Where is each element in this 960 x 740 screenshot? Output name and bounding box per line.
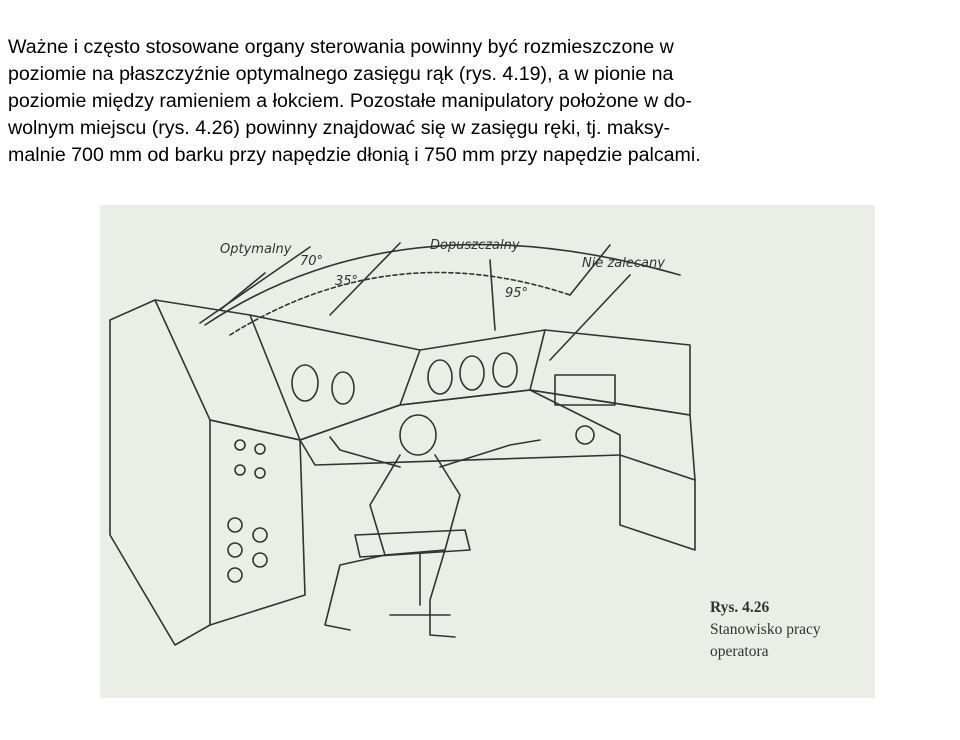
paragraph-line-1: Ważne i często stosowane organy sterowania powinny być rozmieszczone w [8,36,674,58]
caption-number: Rys. 4.26 [710,599,770,616]
operator-workstation-figure [100,205,875,698]
figure-caption [710,597,870,663]
label-nie-zalecany: Nie zalecany [582,256,665,271]
paragraph-line-4: wolnym miejscu (rys. 4.26) powinny znajdować się w zasięgu ręki, tj. maksy- [8,117,671,139]
body-paragraph [8,34,958,169]
label-angle-35: 35° [335,274,359,289]
label-angle-95: 95° [505,286,529,301]
label-angle-70: 70° [300,254,324,269]
label-optymalny: Optymalny [220,242,292,257]
paragraph-line-3: poziomie między ramieniem a łokciem. Pozostałe manipulatory położone w do- [8,90,692,112]
paragraph-line-2: poziomie na płaszczyźnie optymalnego zasięgu rąk (rys. 4.19), a w pionie na [8,63,674,85]
label-dopuszczalny: Dopuszczalny [430,238,520,253]
caption-line-2: operatora [710,643,769,660]
caption-line-1: Stanowisko pracy [710,621,821,638]
paragraph-line-5: malnie 700 mm od barku przy napędzie dłonią i 750 mm przy napędzie palcami. [8,144,701,166]
